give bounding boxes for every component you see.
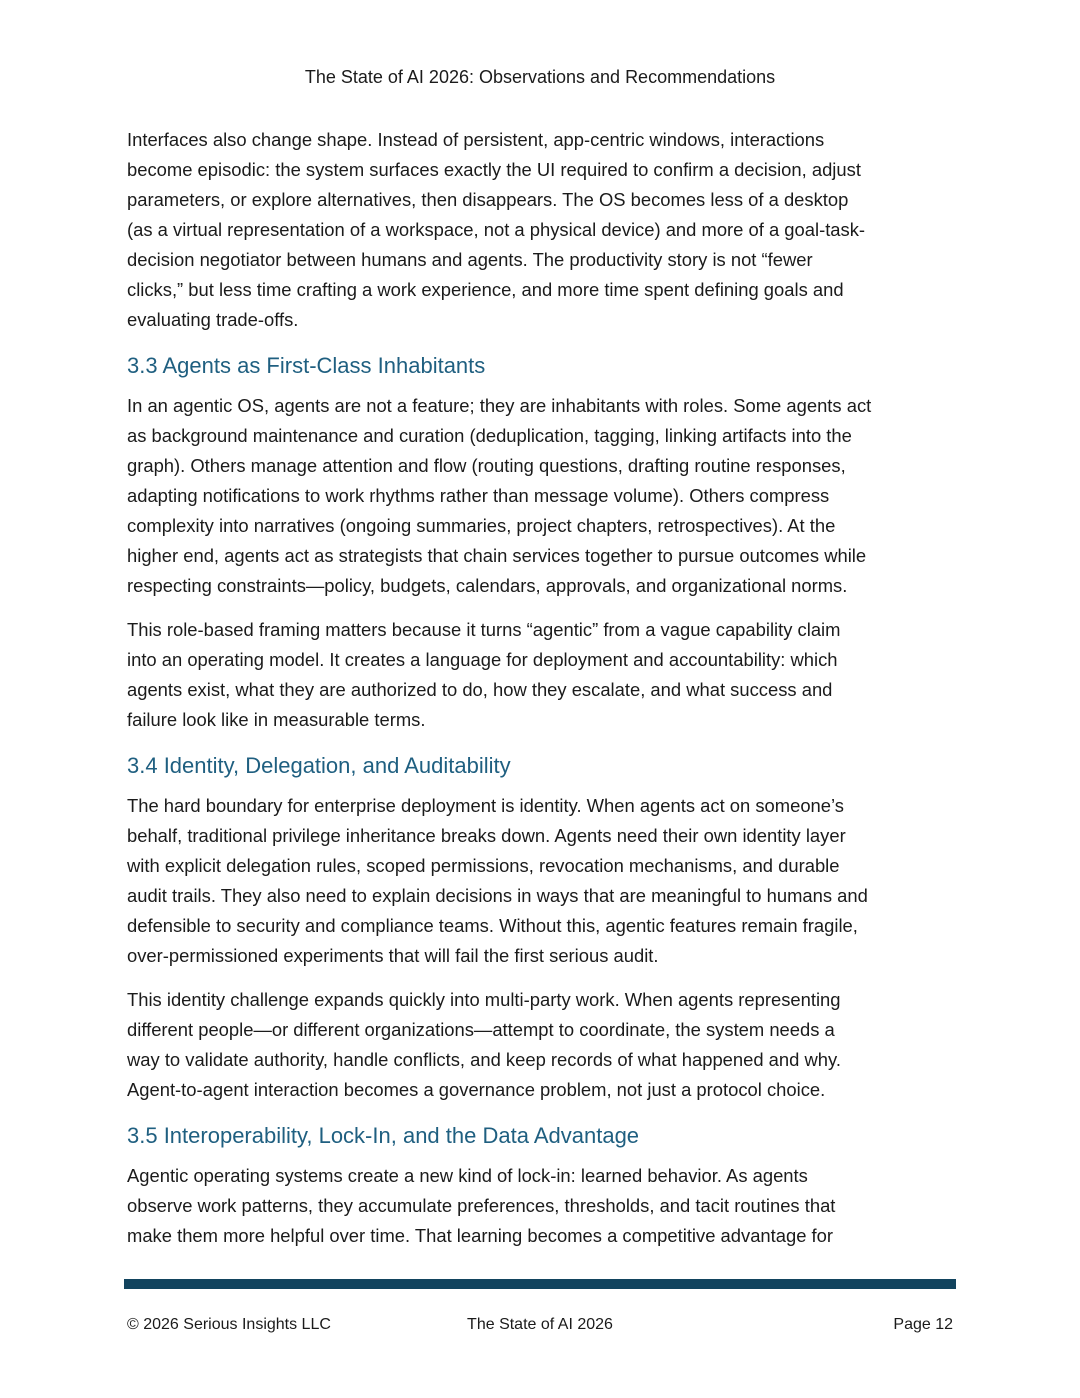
text-line: with explicit delegation rules, scoped permissions, revocation mechanisms, and durable bbox=[127, 855, 840, 876]
paragraph bbox=[127, 985, 967, 1105]
document-body bbox=[127, 125, 967, 1265]
text-line: different people—or different organizations—attempt to coordinate, the system needs a bbox=[127, 1019, 835, 1040]
text-line: complexity into narratives (ongoing summaries, project chapters, retrospectives). At the bbox=[127, 515, 836, 536]
text-line: become episodic: the system surfaces exactly the UI required to confirm a decision, adjust bbox=[127, 159, 861, 180]
text-line: evaluating trade-offs. bbox=[127, 309, 299, 330]
paragraph bbox=[127, 1161, 967, 1251]
text-line: Agent-to-agent interaction becomes a governance problem, not just a protocol choice. bbox=[127, 1079, 826, 1100]
text-line: audit trails. They also need to explain decisions in ways that are meaningful to humans and bbox=[127, 885, 868, 906]
footer-rule bbox=[124, 1279, 956, 1289]
section-heading: 3.3 Agents as First-Class Inhabitants bbox=[127, 353, 486, 378]
text-line: Interfaces also change shape. Instead of persistent, app-centric windows, interactions bbox=[127, 129, 825, 150]
footer-copyright: © 2026 Serious Insights LLC bbox=[127, 1316, 331, 1333]
text-line: into an operating model. It creates a language for deployment and accountability: which bbox=[127, 649, 838, 670]
text-line: failure look like in measurable terms. bbox=[127, 709, 426, 730]
text-line: over-permissioned experiments that will fail the first serious audit. bbox=[127, 945, 659, 966]
text-line: The hard boundary for enterprise deployment is identity. When agents act on someone’s bbox=[127, 795, 844, 816]
text-line: This identity challenge expands quickly into multi-party work. When agents representing bbox=[127, 989, 841, 1010]
text-line: Agentic operating systems create a new kind of lock-in: learned behavior. As agents bbox=[127, 1165, 808, 1186]
text-line: graph). Others manage attention and flow (routing questions, drafting routine responses, bbox=[127, 455, 846, 476]
text-line: (as a virtual representation of a workspace, not a physical device) and more of a goal-task- bbox=[127, 219, 866, 240]
text-line: agents exist, what they are authorized to do, how they escalate, and what success and bbox=[127, 679, 833, 700]
section-heading: 3.4 Identity, Delegation, and Auditability bbox=[127, 753, 511, 778]
text-line: decision negotiator between humans and agents. The productivity story is not “fewer bbox=[127, 249, 813, 270]
text-line: In an agentic OS, agents are not a feature; they are inhabitants with roles. Some agents act bbox=[127, 395, 872, 416]
text-line: respecting constraints—policy, budgets, calendars, approvals, and organizational norms. bbox=[127, 575, 848, 596]
paragraph bbox=[127, 791, 967, 971]
section-heading: 3.5 Interoperability, Lock-In, and the Data Advantage bbox=[127, 1123, 640, 1148]
running-header: The State of AI 2026: Observations and Recommendations bbox=[304, 67, 776, 87]
text-line: higher end, agents act as strategists that chain services together to pursue outcomes while bbox=[127, 545, 867, 566]
footer-title: The State of AI 2026 bbox=[467, 1316, 613, 1333]
paragraph bbox=[127, 391, 967, 601]
text-line: parameters, or explore alternatives, then disappears. The OS becomes less of a desktop bbox=[127, 189, 849, 210]
text-line: as background maintenance and curation (deduplication, tagging, linking artifacts into the bbox=[127, 425, 852, 446]
page-footer bbox=[127, 1312, 953, 1338]
text-line: This role-based framing matters because it turns “agentic” from a vague capability claim bbox=[127, 619, 841, 640]
text-line: behalf, traditional privilege inheritance breaks down. Agents need their own identity layer bbox=[127, 825, 846, 846]
text-line: make them more helpful over time. That learning becomes a competitive advantage for bbox=[127, 1225, 834, 1246]
text-line: clicks,” but less time crafting a work experience, and more time spent defining goals and bbox=[127, 279, 844, 300]
page-number: Page 12 bbox=[893, 1316, 953, 1333]
text-line: adapting notifications to work rhythms rather than message volume). Others compress bbox=[127, 485, 830, 506]
paragraph bbox=[127, 125, 967, 335]
text-line: observe work patterns, they accumulate preferences, thresholds, and tacit routines that bbox=[127, 1195, 836, 1216]
text-line: defensible to security and compliance teams. Without this, agentic features remain fragile, bbox=[127, 915, 858, 936]
text-line: way to validate authority, handle conflicts, and keep records of what happened and why. bbox=[127, 1049, 841, 1070]
paragraph bbox=[127, 615, 967, 735]
